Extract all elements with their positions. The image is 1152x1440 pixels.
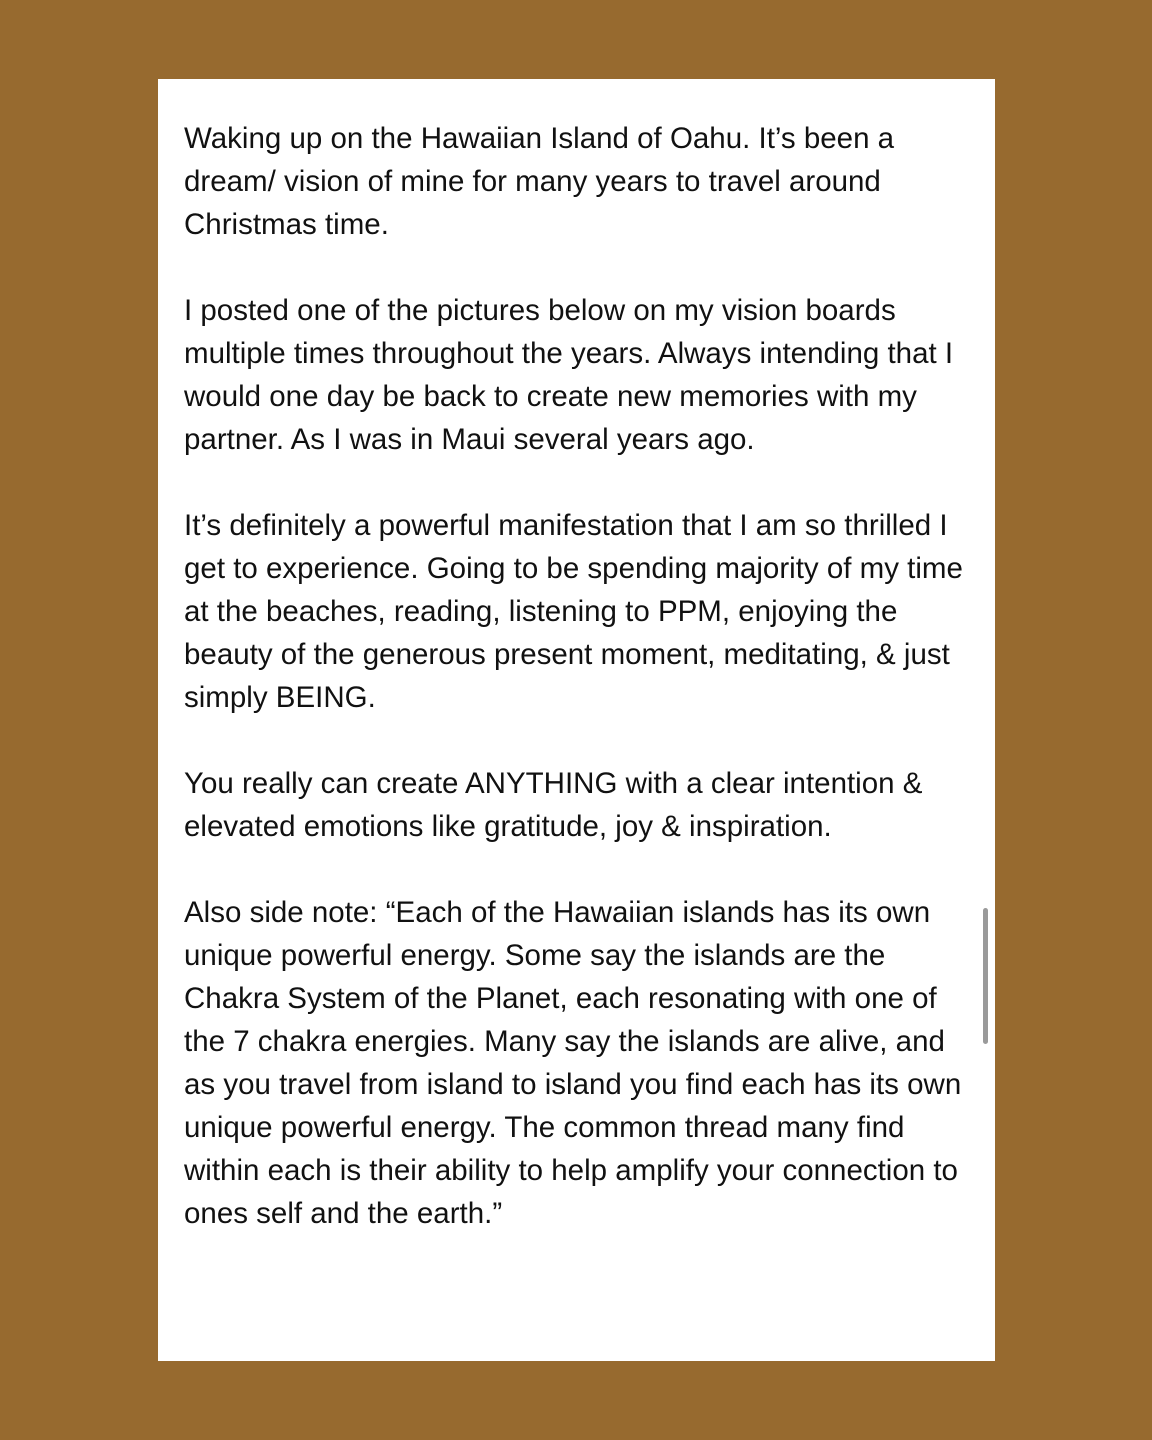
note-paragraph-5: Also side note: “Each of the Hawaiian islands has its own unique powerful energy. Some say the islands are the Chakra System of the Planet, each resonating with one of the 7 chakra energies. Many say the islands are alive, and as you travel from island to island you find each has its own unique powerful energy. The common thread many find within each is their ability to help amplify your connection to ones self and the earth.”: [184, 896, 962, 1230]
note-card: [158, 79, 995, 1361]
note-paragraph-2: I posted one of the pictures below on my vision boards multiple times throughout the years. Always intending that I would one day be back to create new memories with my partner. As I was in Maui several years ago.: [184, 294, 954, 456]
note-paragraph-1: Waking up on the Hawaiian Island of Oahu. It’s been a dream/ vision of mine for many years to travel around Christmas time.: [184, 122, 895, 241]
note-paragraph-3: It’s definitely a powerful manifestation that I am so thrilled I get to experience. Going to be spending majority of my time at the beaches, reading, listening to PPM, enjoying the beauty of the generous present moment, meditating, & just simply BEING.: [184, 509, 963, 714]
scrollbar[interactable]: [981, 79, 989, 1361]
scrollbar-thumb[interactable]: [983, 908, 988, 1044]
note-paragraph-4: You really can create ANYTHING with a clear intention & elevated emotions like gratitude, joy & inspiration.: [184, 767, 923, 843]
